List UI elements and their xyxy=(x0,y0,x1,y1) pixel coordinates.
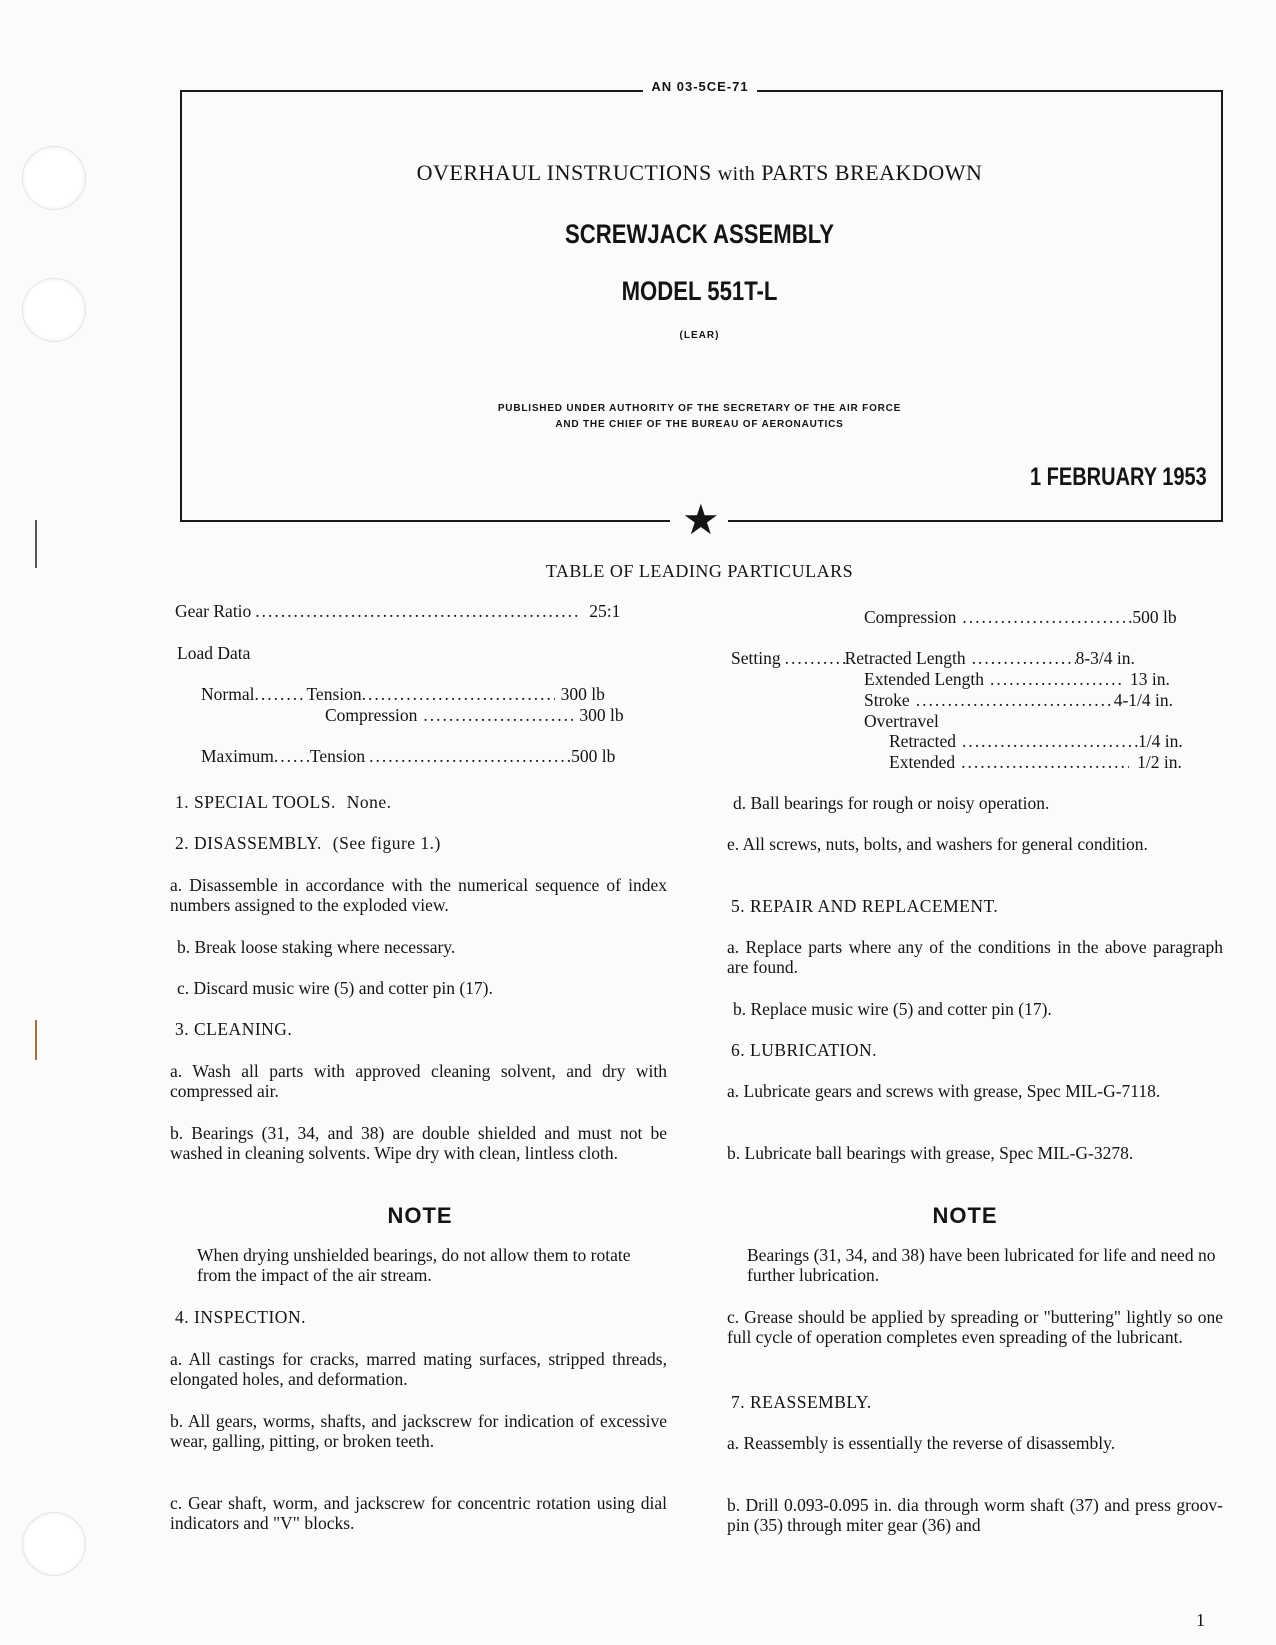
leader-dots xyxy=(990,669,1122,690)
leader-dots xyxy=(423,705,573,726)
compression-label: Compression xyxy=(325,705,418,725)
page-number: 1 xyxy=(1196,1610,1205,1630)
section-2-text: (See figure 1.) xyxy=(332,833,441,853)
maximum-compression-row xyxy=(864,607,1177,628)
section-1-heading xyxy=(175,792,392,813)
paragraph-4c: c. Gear shaft, worm, and jackscrew for concentric rotation using dial indicators and "V" blocks. xyxy=(170,1493,667,1533)
paragraph-4d: d. Ball bearings for rough or noisy operation. xyxy=(733,793,1050,813)
paragraph-4e: e. All screws, nuts, bolts, and washers for general condition. xyxy=(727,834,1148,854)
leader-dots xyxy=(255,601,581,622)
overtravel-label: Overtravel xyxy=(864,711,939,731)
maximum-label: Maximum xyxy=(201,746,274,766)
paragraph-3a: a. Wash all parts with approved cleaning solvent, and dry with compressed air. xyxy=(170,1061,667,1101)
authority-statement xyxy=(180,401,1219,433)
retracted-length-label: Retracted Length xyxy=(844,648,966,668)
section-6-heading: 6. LUBRICATION. xyxy=(731,1040,878,1060)
tension-label: Tension xyxy=(306,684,362,704)
overtravel-retracted-row xyxy=(889,731,1183,752)
leader-dots xyxy=(785,648,845,669)
gear-ratio-value: 25:1 xyxy=(589,601,621,621)
note-title-left: NOTE xyxy=(387,1203,453,1228)
compression-label: Compression xyxy=(864,607,957,627)
paragraph-6a: a. Lubricate gears and screws with grease, Spec MIL-G-7118. xyxy=(727,1081,1161,1101)
leader-dots xyxy=(972,648,1076,669)
normal-label: Normal xyxy=(201,684,255,704)
publication-type-part1: OVERHAUL INSTRUCTIONS xyxy=(416,160,712,185)
maximum-tension-value: 500 lb xyxy=(571,746,616,766)
authority-line-1: PUBLISHED UNDER AUTHORITY OF THE SECRETARY OF THE AIR FORCE xyxy=(497,403,902,414)
stroke-value: 4-1/4 in. xyxy=(1113,690,1174,710)
edge-mark xyxy=(35,520,37,568)
normal-tension-row xyxy=(201,684,605,705)
paragraph-2b: b. Break loose staking where necessary. xyxy=(177,937,456,957)
model-title: MODEL 551T-L xyxy=(621,276,778,306)
leader-dots xyxy=(274,746,310,767)
note-text-right: Bearings (31, 34, and 38) have been lubricated for life and need no further lubrication. xyxy=(747,1245,1216,1285)
assembly-title: SCREWJACK ASSEMBLY xyxy=(564,219,835,249)
leader-dots xyxy=(916,690,1114,711)
binder-hole-bottom xyxy=(22,1512,86,1576)
stroke-row xyxy=(864,690,1173,711)
star-icon: ★ xyxy=(682,498,720,544)
paragraph-5b: b. Replace music wire (5) and cotter pin (17). xyxy=(733,999,1052,1019)
binder-hole-middle xyxy=(22,278,86,342)
overtravel-retracted-value: 1/4 in. xyxy=(1138,731,1183,751)
maximum-tension-row xyxy=(201,746,615,767)
title-block-rule-left xyxy=(180,520,670,522)
extended-length-value: 13 in. xyxy=(1130,669,1170,689)
paragraph-6b: b. Lubricate ball bearings with grease, Spec MIL-G-3278. xyxy=(727,1143,1134,1163)
publication-type xyxy=(180,160,1219,186)
paragraph-2c: c. Discard music wire (5) and cotter pin (17). xyxy=(177,978,493,998)
section-4-heading: 4. INSPECTION. xyxy=(175,1307,306,1327)
overtravel-extended-label: Extended xyxy=(889,752,956,772)
title-block-rule-right xyxy=(728,520,1221,522)
section-2-title: 2. DISASSEMBLY. xyxy=(175,833,322,853)
paragraph-6c: c. Grease should be applied by spreading or "buttering" lightly so one full cycle of operation completes even spreading of the lubricant. xyxy=(727,1307,1223,1347)
normal-compression-row xyxy=(325,705,624,726)
document-number-text: AN 03-5CE-71 xyxy=(643,79,756,94)
binder-hole-top xyxy=(22,146,86,210)
document-number xyxy=(0,79,1276,94)
load-data-label: Load Data xyxy=(177,643,251,663)
leader-dots xyxy=(962,731,1138,752)
manufacturer: (LEAR) xyxy=(679,330,720,341)
section-2-heading xyxy=(175,833,441,854)
table-title: TABLE OF LEADING PARTICULARS xyxy=(545,561,854,581)
authority-line-2: AND THE CHIEF OF THE BUREAU OF AERONAUTICS xyxy=(555,419,844,430)
maximum-compression-value: 500 lb xyxy=(1132,607,1177,627)
stroke-label: Stroke xyxy=(864,690,910,710)
paragraph-7b: b. Drill 0.093-0.095 in. dia through worm shaft (37) and press groov-pin (35) through miter gear (36) and xyxy=(727,1495,1223,1535)
overtravel-extended-row xyxy=(889,752,1182,773)
retracted-length-value: 8-3/4 in. xyxy=(1075,648,1135,668)
leader-dots xyxy=(369,746,571,767)
leader-dots xyxy=(254,684,306,705)
setting-label: Setting xyxy=(731,648,781,668)
gear-ratio-row xyxy=(175,601,620,622)
section-7-heading: 7. REASSEMBLY. xyxy=(731,1392,872,1412)
section-3-heading: 3. CLEANING. xyxy=(175,1019,293,1039)
normal-compression-value: 300 lb xyxy=(579,705,624,725)
paragraph-4a: a. All castings for cracks, marred mating surfaces, stripped threads, elongated holes, and deformation. xyxy=(170,1349,667,1389)
tension-label: Tension xyxy=(309,746,366,766)
section-1-title: 1. SPECIAL TOOLS. xyxy=(175,792,336,812)
overtravel-retracted-label: Retracted xyxy=(889,731,957,751)
paragraph-2a: a. Disassemble in accordance with the numerical sequence of index numbers assigned to the exploded view. xyxy=(170,875,667,915)
overtravel-extended-value: 1/2 in. xyxy=(1137,752,1182,772)
publication-date: 1 FEBRUARY 1953 xyxy=(1030,463,1207,491)
paragraph-7a: a. Reassembly is essentially the reverse of disassembly. xyxy=(727,1433,1116,1453)
gear-ratio-label: Gear Ratio xyxy=(175,601,252,621)
paragraph-3b: b. Bearings (31, 34, and 38) are double shielded and must not be washed in cleaning solvents. Wipe dry with clean, lintless cloth. xyxy=(170,1123,667,1163)
section-5-heading: 5. REPAIR AND REPLACEMENT. xyxy=(731,896,999,916)
extended-length-label: Extended Length xyxy=(864,669,985,689)
paragraph-5a: a. Replace parts where any of the conditions in the above paragraph are found. xyxy=(727,937,1223,977)
note-title-right: NOTE xyxy=(932,1203,998,1228)
paragraph-4b: b. All gears, worms, shafts, and jackscrew for indication of excessive wear, galling, pitting, or broken teeth. xyxy=(170,1411,667,1451)
setting-retracted-row xyxy=(731,648,1135,669)
normal-tension-value: 300 lb xyxy=(560,684,605,704)
note-text-left: When drying unshielded bearings, do not allow them to rotate from the impact of the air stream. xyxy=(197,1245,631,1285)
publication-type-with: with xyxy=(717,163,756,185)
extended-length-row xyxy=(864,669,1170,690)
leader-dots xyxy=(362,684,555,705)
publication-type-part2: PARTS BREAKDOWN xyxy=(761,160,983,185)
leader-dots xyxy=(962,607,1132,628)
section-1-text: None. xyxy=(346,792,392,812)
edge-mark xyxy=(35,1020,37,1060)
leader-dots xyxy=(961,752,1129,773)
